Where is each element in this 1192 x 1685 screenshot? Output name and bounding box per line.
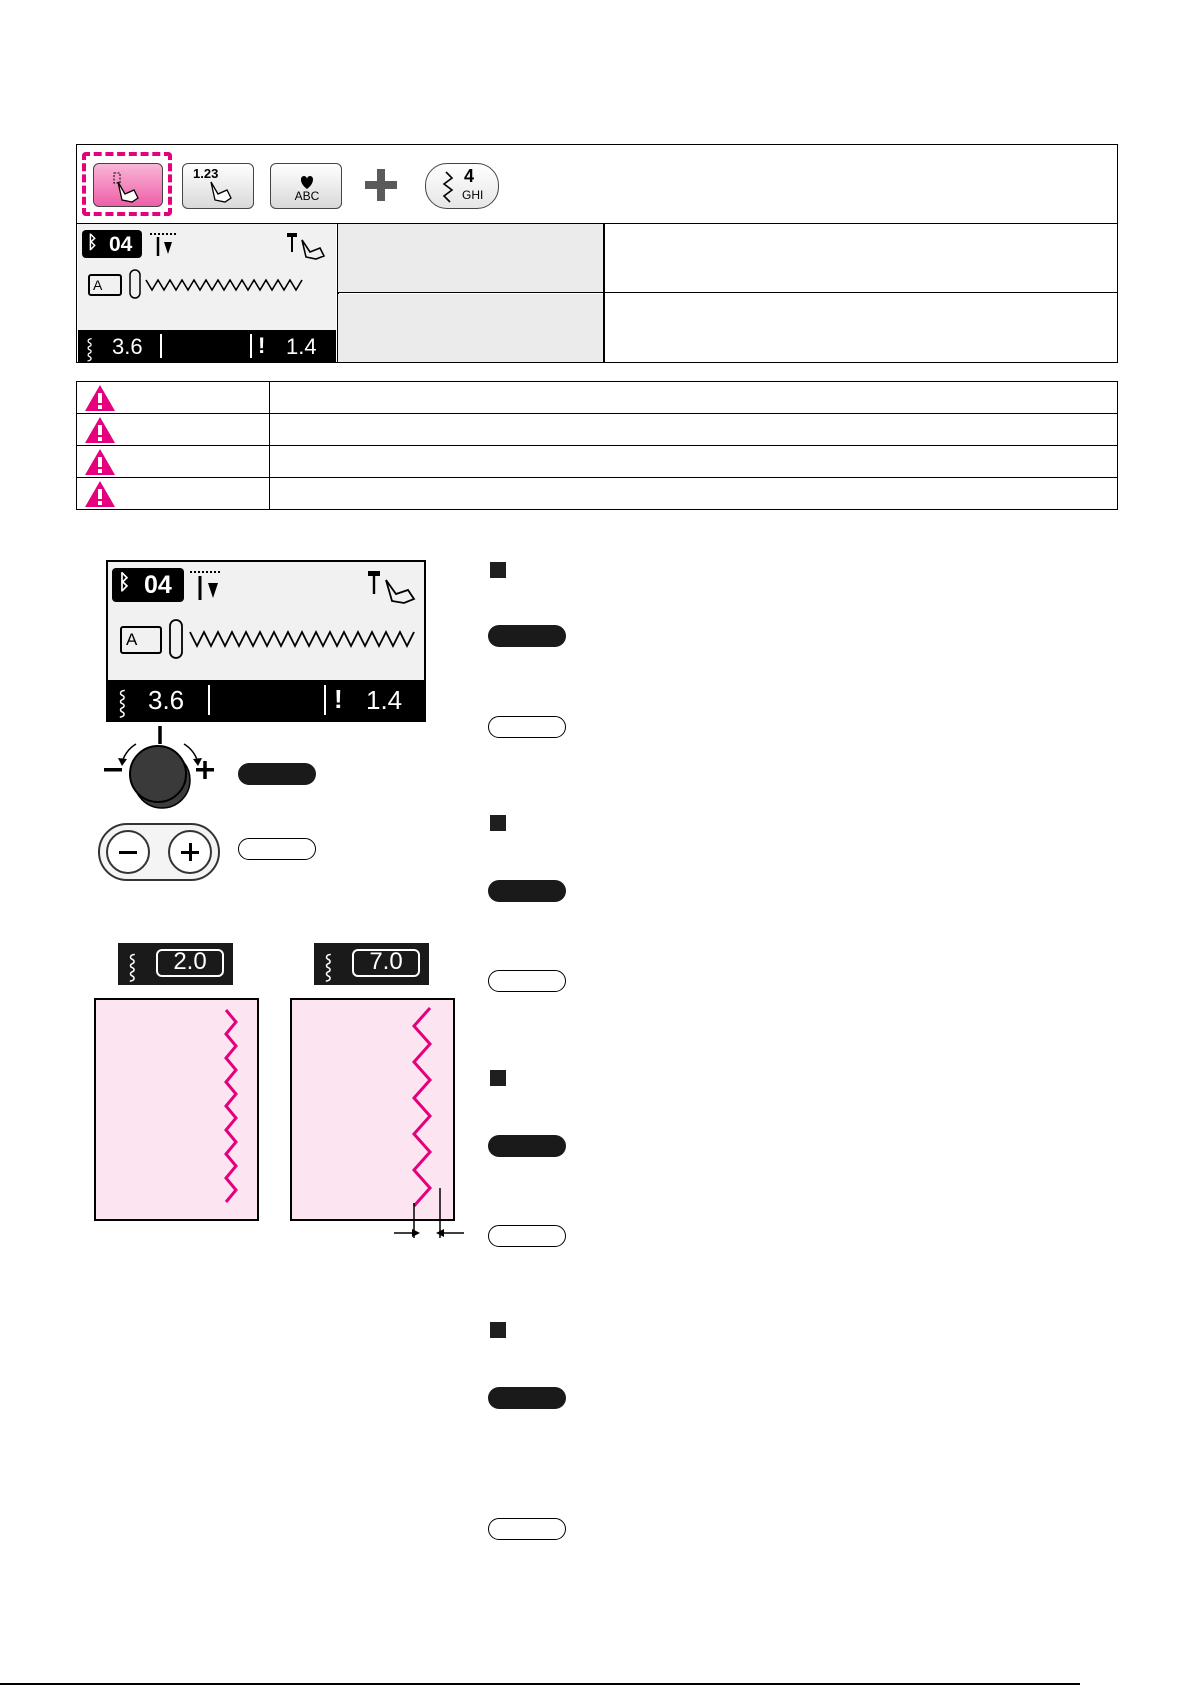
stepper-badge-1 xyxy=(488,716,566,738)
heart-abc-icon xyxy=(271,164,343,210)
foot-label-large: A xyxy=(126,630,138,649)
dial-badge-4 xyxy=(488,1387,566,1409)
foot-label: A xyxy=(93,277,103,293)
stitch-preview xyxy=(128,268,328,300)
bar-divider xyxy=(208,685,210,715)
width-sample-value-1: 2.0 xyxy=(173,948,207,975)
lcd-status-bar-large xyxy=(108,680,424,720)
pattern-number: 04 xyxy=(109,233,133,256)
width-plus-button[interactable] xyxy=(168,830,212,874)
bar-divider xyxy=(160,334,162,358)
stepper-badge-3 xyxy=(488,1225,566,1247)
presser-foot-hand-icon-large xyxy=(364,568,420,604)
section-marker-1 xyxy=(490,562,506,578)
width-value: 3.6 xyxy=(112,334,143,359)
button-row xyxy=(77,145,1117,224)
width-sample-label-1 xyxy=(118,943,233,985)
dial-badge-3 xyxy=(488,1135,566,1157)
utility-stitch-button[interactable] xyxy=(93,163,163,207)
setting-label-2 xyxy=(338,294,603,362)
minus-icon xyxy=(119,851,137,854)
warning-icon xyxy=(83,479,117,509)
stepper-badge xyxy=(238,838,316,860)
numbered-stitch-label: 1.23 xyxy=(193,166,219,181)
section-marker-3 xyxy=(490,1070,506,1086)
zigzag-key-icon xyxy=(432,164,462,210)
warning-icon xyxy=(83,415,117,445)
section-marker-4 xyxy=(490,1322,506,1338)
width-icon-large: ⸾ xyxy=(118,689,127,716)
stepper-badge-2 xyxy=(488,970,566,992)
width-sample-label-2 xyxy=(314,943,429,985)
pattern-indicator-icon: ᛒ xyxy=(87,232,98,252)
setting-value-2 xyxy=(605,294,1117,362)
setting-label-1 xyxy=(338,224,603,293)
foot-indicator-large xyxy=(120,626,162,654)
dial-badge xyxy=(238,763,316,785)
section-marker-2 xyxy=(490,815,506,831)
utility-stitch-hand-icon xyxy=(94,164,164,208)
top-panel xyxy=(76,144,1118,363)
lcd-large xyxy=(106,560,426,722)
bar-divider xyxy=(324,685,326,715)
presser-foot-hand-icon xyxy=(284,230,328,260)
dial-badge-1 xyxy=(488,625,566,647)
needle-position-icon xyxy=(148,230,178,260)
needle-position-icon-large xyxy=(188,568,224,604)
warning-row xyxy=(77,414,1118,446)
lcd-status-bar xyxy=(78,330,336,362)
warning-row xyxy=(77,382,1118,414)
warning-icon xyxy=(83,447,117,477)
foot-indicator xyxy=(88,274,122,296)
width-minus-button[interactable] xyxy=(106,830,150,874)
width-dimension-arrows xyxy=(390,1223,470,1243)
character-button-label: ABC xyxy=(294,189,320,203)
stitch-preview-large xyxy=(168,618,422,660)
numbered-stitch-button[interactable] xyxy=(182,163,254,209)
plus-icon-vertical xyxy=(189,843,192,861)
length-value-large: 1.4 xyxy=(366,685,403,715)
pattern-indicator-icon-large: ᛒ xyxy=(118,571,131,594)
stepper-badge-4 xyxy=(488,1518,566,1540)
length-icon: ! xyxy=(258,333,266,358)
zigzag-key-number: 4 xyxy=(464,166,475,186)
warning-icon xyxy=(83,383,117,413)
width-value-large: 3.6 xyxy=(148,685,185,715)
width-icon: ⸾ xyxy=(86,338,94,360)
setting-value-1 xyxy=(605,224,1117,293)
lcd-small xyxy=(78,224,336,362)
warning-row xyxy=(77,446,1118,478)
sample-fabric-wide xyxy=(290,998,460,1238)
sample-fabric-narrow xyxy=(94,998,260,1222)
width-icon: ⸾ xyxy=(324,953,333,980)
length-value: 1.4 xyxy=(286,334,317,359)
width-icon: ⸾ xyxy=(128,953,137,980)
stitch-width-dial[interactable] xyxy=(96,724,226,824)
pattern-number-badge xyxy=(82,230,142,258)
dial-badge-2 xyxy=(488,880,566,902)
numbered-stitch-hand-icon xyxy=(183,164,255,210)
width-stepper xyxy=(98,823,220,881)
bar-divider xyxy=(250,334,252,358)
pattern-number-large: 04 xyxy=(144,571,172,599)
warning-table xyxy=(76,381,1118,510)
zigzag-key-button[interactable] xyxy=(425,163,499,209)
length-icon-large: ! xyxy=(334,684,343,714)
width-sample-value-2: 7.0 xyxy=(369,948,403,975)
character-button[interactable] xyxy=(270,163,342,209)
pattern-number-badge-large xyxy=(112,568,184,602)
zigzag-key-letters: GHI xyxy=(462,188,484,202)
plus-icon xyxy=(363,167,399,203)
warning-row xyxy=(77,478,1118,510)
